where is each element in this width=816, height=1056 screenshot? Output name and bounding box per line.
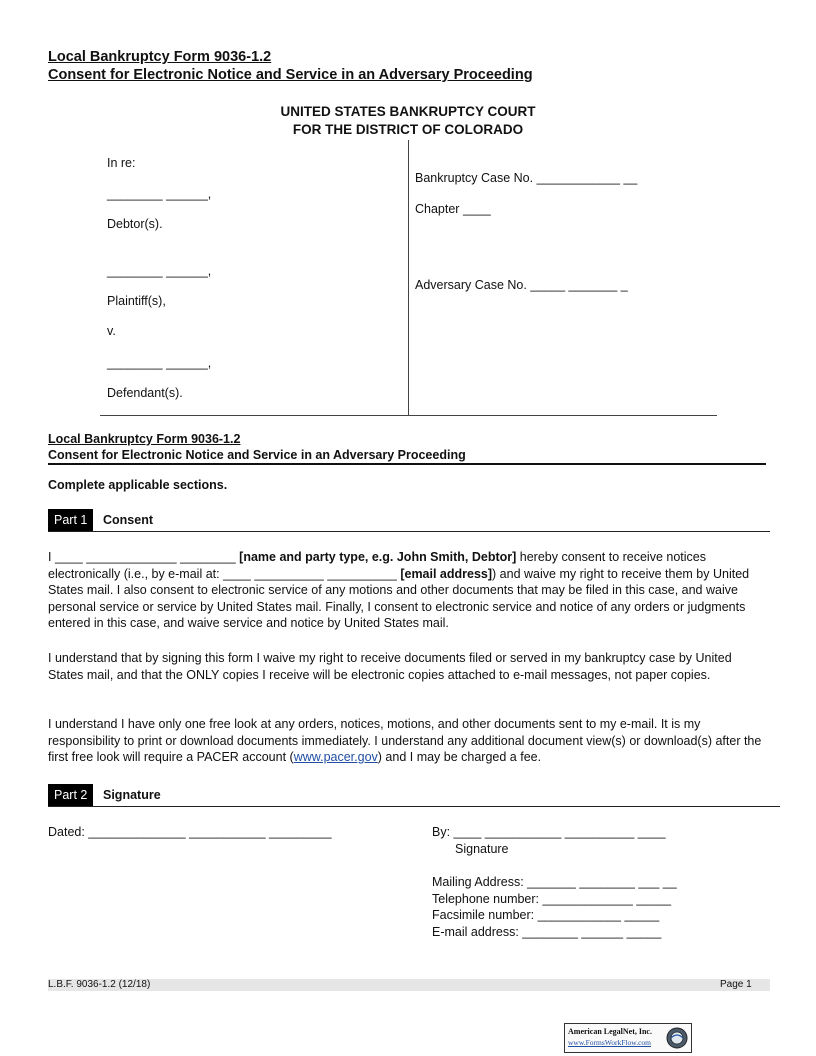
name-party-field[interactable]: I ____ _____________ ________ (48, 550, 240, 564)
defendant-name-field[interactable]: ________ ______, (107, 356, 212, 370)
logo-url: www.FormsWorkFlow.com (568, 1038, 652, 1047)
part2-badge: Part 2 (48, 784, 93, 806)
chapter-field[interactable]: Chapter ____ (415, 202, 491, 216)
heading-rule (48, 463, 766, 465)
mailing-address-field[interactable]: Mailing Address: _______ ________ ___ __ (432, 875, 677, 889)
part2-title: Signature (103, 788, 161, 802)
email-hint: [email address] (400, 566, 493, 581)
form-number-subheader: Local Bankruptcy Form 9036-1.2 (48, 432, 241, 446)
caption-divider (408, 140, 409, 416)
footer-page-number: Page 1 (720, 979, 752, 990)
free-look-text: I understand I have only one free look at any orders, notices, motions, and other documents sent to my e-mail. It is my responsibility to print or download documents immediately. I understand any additional document view(s) or download(s) after the first free look will require a PACER account ( (48, 717, 762, 765)
email-field[interactable]: hereby consent to receive notices electronically (i.e., by e-mail at: ____ __________ __________ (48, 550, 706, 581)
part2-rule (48, 806, 780, 807)
signature-label: Signature (455, 842, 509, 856)
signature-by-field[interactable]: By: ____ ___________ __________ ____ (432, 825, 666, 839)
facsimile-field[interactable]: Facsimile number: ____________ _____ (432, 908, 660, 922)
telephone-field[interactable]: Telephone number: _____________ _____ (432, 892, 672, 906)
part1-rule (48, 531, 770, 532)
debtor-name-field[interactable]: ________ ______, (107, 187, 212, 201)
part1-title: Consent (103, 513, 153, 527)
pacer-link[interactable]: www.pacer.gov (293, 750, 378, 765)
dated-field[interactable]: Dated: ______________ ___________ _________ (48, 825, 332, 839)
consent-text: ) and waive my right to receive them by United States mail. I also consent to electronic service of any motions and other documents that may be filed in this case, and waive personal service or service by United States mail. Finally, I consent to electronic service and notice of any orders or judgments entered in this case, and waive service and notice by United States mail. (48, 566, 750, 631)
caption-bottom-rule (100, 415, 717, 416)
waiver-paragraph: I understand that by signing this form I waive my right to receive documents filed or served in my bankruptcy case by United States mail, and that the ONLY copies I receive will be electronic copies attached to e-mail messages, not paper copies. (48, 651, 732, 682)
american-legalnet-logo[interactable] (564, 1023, 692, 1053)
name-party-hint: [name and party type, e.g. John Smith, Debtor] (239, 550, 517, 564)
email-address-field[interactable]: E-mail address: ________ ______ _____ (432, 925, 662, 939)
versus-label: v. (107, 324, 116, 338)
defendant-label: Defendant(s). (107, 386, 183, 400)
instructions: Complete applicable sections. (48, 478, 228, 492)
bankruptcy-case-number-field[interactable]: Bankruptcy Case No. ____________ __ (415, 171, 638, 185)
adversary-case-number-field[interactable]: Adversary Case No. _____ _______ _ (415, 278, 628, 292)
free-look-paragraph (48, 716, 768, 766)
part1-badge: Part 1 (48, 509, 93, 531)
court-district: FOR THE DISTRICT OF COLORADO (292, 122, 524, 137)
logo-company: American LegalNet, Inc. (568, 1027, 652, 1036)
form-number-header: Local Bankruptcy Form 9036-1.2 (48, 49, 272, 65)
fee-text: ) and I may be charged a fee. (377, 750, 542, 765)
court-name: UNITED STATES BANKRUPTCY COURT (280, 104, 536, 119)
in-re-label: In re: (107, 156, 136, 170)
form-title-header: Consent for Electronic Notice and Service in an Adversary Proceeding (48, 67, 533, 83)
consent-paragraph (48, 549, 768, 632)
form-title-subheader: Consent for Electronic Notice and Service in an Adversary Proceeding (48, 448, 466, 462)
globe-icon (665, 1026, 689, 1050)
debtor-label: Debtor(s). (107, 217, 163, 231)
footer-form-id: L.B.F. 9036-1.2 (12/18) (48, 979, 151, 990)
plaintiff-name-field[interactable]: ________ ______, (107, 264, 212, 278)
plaintiff-label: Plaintiff(s), (107, 294, 166, 308)
footer-bar (48, 979, 770, 991)
